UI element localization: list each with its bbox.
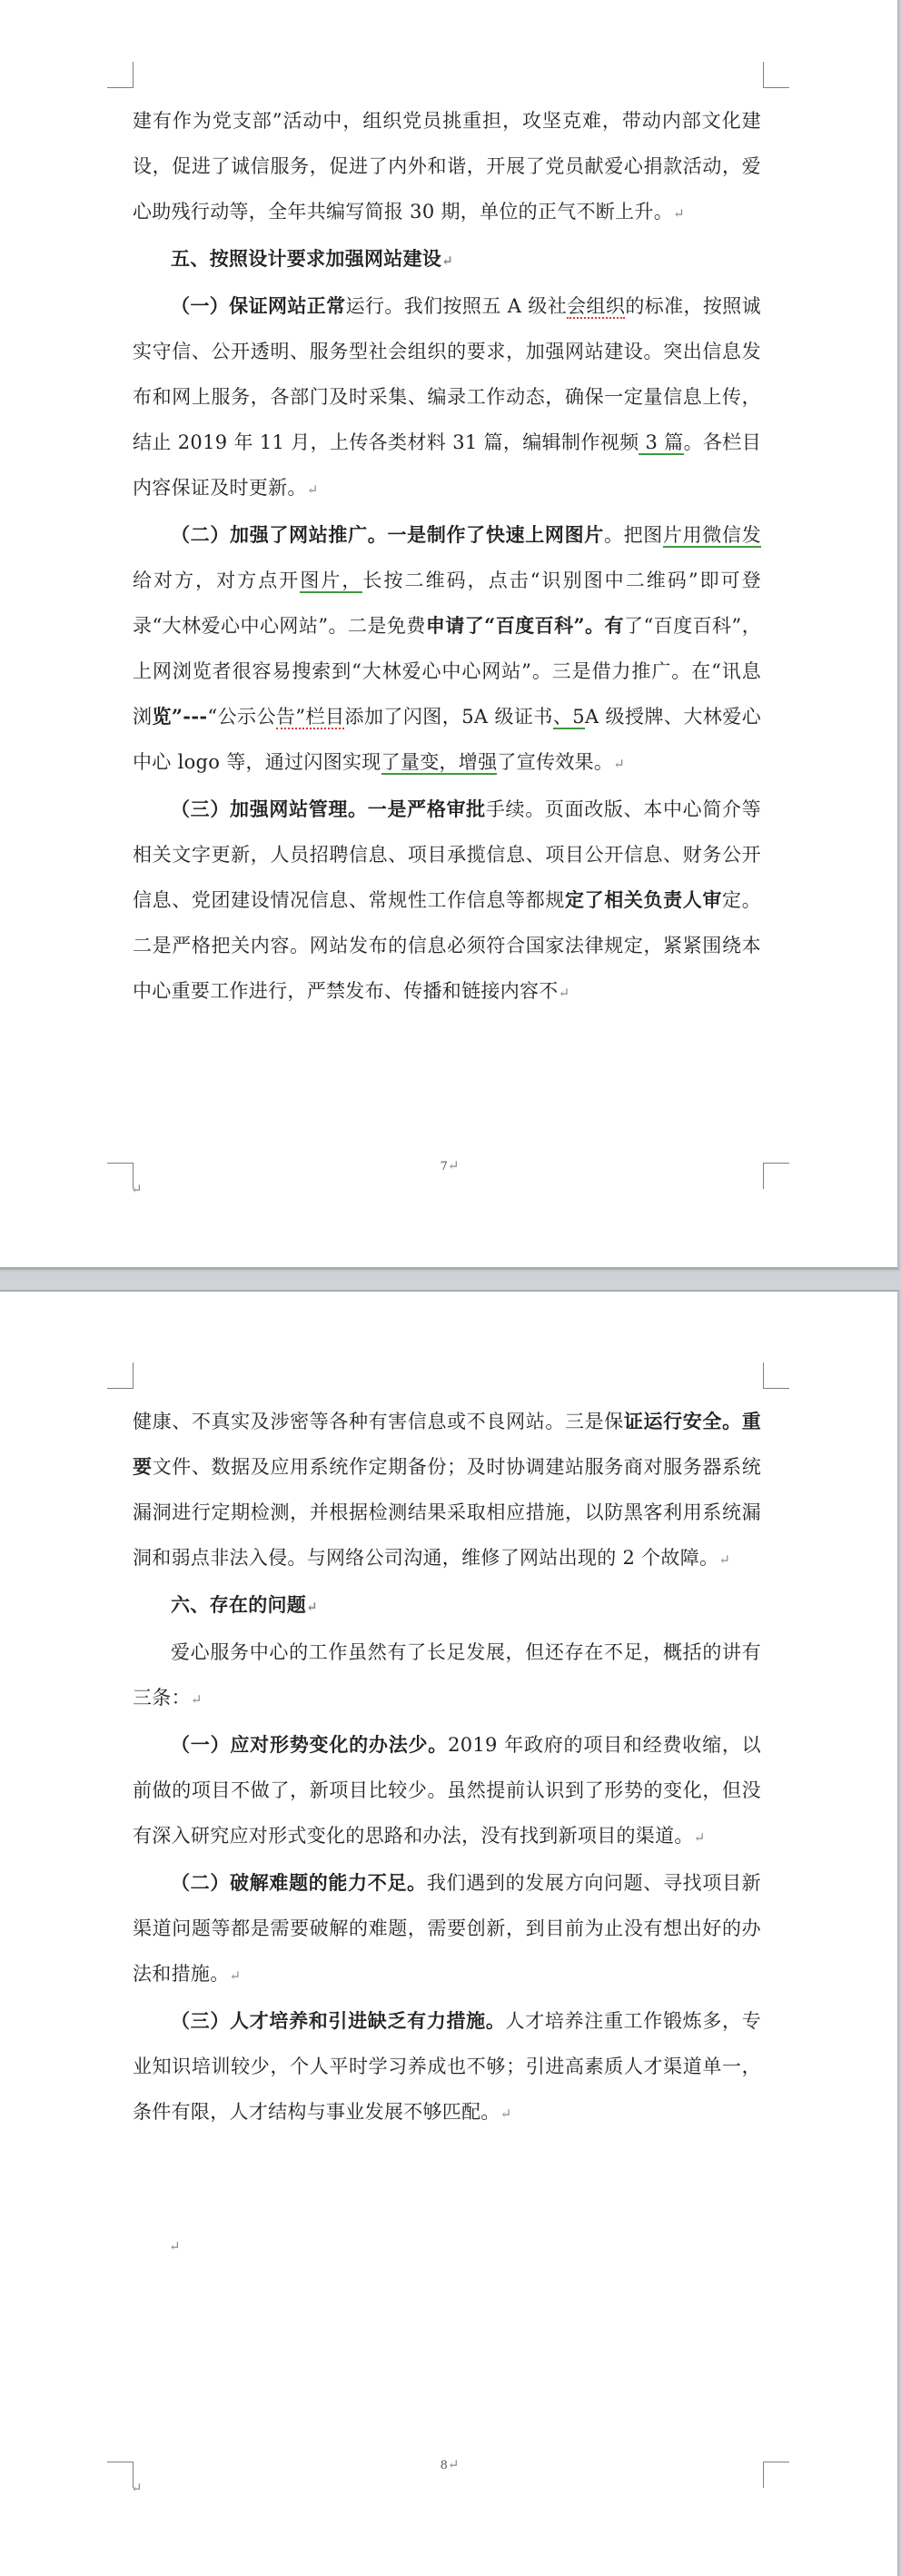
text-run: （一）应对形势变化的办法少。 (171, 1733, 449, 1756)
text-run: 2019 年政府的项目和经费收缩，以前做的项目不做了，新项目比较少。虽然提前认识到了形势的变化，但没有深入研究应对形式变化的思路和办法，没有找到新项目的渠道。 (133, 1734, 761, 1847)
text-run: 爱心服务中心的工作虽然有了长足发展，但还存在不足，概括的讲有三条： (133, 1641, 761, 1709)
text-run: 建有作为党支部”活动中，组织党员挑重担，攻坚克难，带动内部文化建设，促进了诚信服务，促进了内外和谐，开展了党员献爱心捐款活动，爱心助残行动等，全年共编写简报 30 期，单位的正气不断上升。 (133, 110, 761, 223)
text-run: 我们遇到的发展方向问题、寻找项目新渠道问题等都是需要破解的难题，需要创新，到目前为止没有想出好的办法和措施。 (133, 1872, 761, 1985)
paragraph (133, 1722, 761, 1860)
margin-corner-bottom-right (763, 2462, 789, 2488)
paragraph-mark: ↵ (718, 1551, 731, 1568)
paragraph (133, 1399, 761, 1582)
text-run: 告”栏目 (275, 706, 345, 728)
text-run: 定了相关负责人审 (564, 888, 723, 911)
text-run: 。各栏目内容保证及时更新。 (133, 431, 761, 499)
text-run: 添加了闪图，5A 级证书 (344, 706, 553, 728)
paragraph-mark: ↵ (558, 985, 570, 1001)
text-run: 会组织 (567, 295, 626, 317)
paragraph-mark: ↵ (441, 253, 454, 269)
page-2-body (133, 1399, 761, 2136)
paragraph (133, 1630, 761, 1722)
page-number-text: 7 (440, 1160, 448, 1174)
text-run: 定。二是严格把关内容。网站发布的信息必须符合国家法律规定，紧紧围绕本中心重要工作进行，严禁发布、传播和链接内容不 (133, 889, 761, 1002)
text-run: 3 篇 (639, 431, 684, 453)
text-run: A 级授牌、大林爱心中心 logo 等，通过闪图实现 (133, 706, 762, 773)
margin-corner-top-left (107, 62, 134, 88)
section-heading (133, 236, 761, 283)
text-run: 、5 (552, 706, 585, 728)
paragraph (133, 283, 761, 512)
paragraph-mark: ↵ (693, 1829, 706, 1846)
paragraph-mark: ↵ (447, 1157, 460, 1174)
paragraph-mark: ↵ (229, 1967, 242, 1984)
paragraph (133, 512, 761, 787)
paragraph (133, 787, 761, 1016)
text-run: 长按二维码，点击“识别图中二维码”即可登录“大林爱心中心网站”。二是免费 (133, 570, 761, 637)
paragraph-mark: ↵ (131, 1181, 143, 1197)
text-run: 了“百度百科”，上网浏览者很容易搜索到“大林爱心中心网站”。三是借力推广。在“讯息浏 (133, 615, 761, 728)
paragraph-mark: ↵ (447, 2456, 460, 2472)
paragraph-mark: ↵ (131, 2480, 143, 2496)
text-run: 健康、不真实及涉密等各种有害信息或不良网站。三是保 (133, 1411, 624, 1432)
paragraph-mark: ↵ (673, 205, 685, 222)
page-1-body (133, 98, 761, 1016)
section-heading (133, 1582, 761, 1630)
text-run: 了宣传效果。 (497, 751, 614, 773)
text-run: “公示公 (207, 706, 276, 728)
text-run: 手续。页面改版、本中心简介等相关文字更新，人员招聘信息、项目承揽信息、项目公开信息、财务公开信息、党团建设情况信息、常规性工作信息等都规 (133, 798, 761, 911)
text-run: 的标准，按照诚实守信、公开透明、服务型社会组织的要求，加强网站建设。突出信息发布和网上服务，各部门及时采集、编录工作动态，确保一定量信息上传，结止 2019 年 11 月，上传各类材料 31 篇，编辑制作视频 (133, 295, 761, 453)
text-run: 申请了“百度百科”。有 (425, 614, 625, 637)
margin-corner-top-right (763, 1362, 789, 1389)
text-run: 图片， (300, 570, 363, 591)
paragraph-mark: ↵ (306, 1599, 318, 1615)
paragraph (133, 98, 761, 236)
text-run: 六、存在的问题 (171, 1593, 307, 1616)
text-run: （三）人才培养和引进缺乏有力措施。 (171, 2009, 506, 2032)
text-run: 证运行安全。重要 (133, 1410, 762, 1478)
text-run: 文件、数据及应用系统作定期备份；及时协调建站服务商对服务器系统漏洞进行定期检测，并根据检测结果采取相应措施，以防黑客利用系统漏洞和弱点非法入侵。与网络公司沟通，维修了网站出现的 2 个故障。 (133, 1456, 761, 1569)
page-gap (0, 1273, 901, 1290)
text-run: 五、按照设计要求加强网站建设 (171, 247, 442, 270)
paragraph-mark: ↵ (613, 756, 626, 772)
paragraph-mark: ↵ (500, 2105, 512, 2122)
text-run: 了量变，增强 (381, 751, 498, 773)
paragraph (133, 1998, 761, 2136)
paragraph-mark: ↵ (306, 481, 319, 498)
margin-corner-bottom-left (107, 1163, 134, 1189)
text-run: 运行。我们按照五 A 级社 (345, 295, 568, 317)
text-run: （二）破解难题的能力不足。 (171, 1871, 427, 1894)
margin-corner-bottom-left (107, 2462, 134, 2488)
text-run: 给对方，对方点开 (133, 570, 301, 591)
text-run: （二）加强了网站推广。一是制作了快速上网图片 (171, 523, 604, 546)
margin-corner-bottom-right (763, 1163, 789, 1189)
text-run: （三）加强网站管理。一是严格审批 (171, 798, 486, 820)
document-page-1 (0, 0, 899, 1270)
text-run: 。把图 (603, 524, 663, 546)
text-run: 片用微信发 (662, 524, 761, 546)
page-number-text: 8 (440, 2459, 448, 2472)
text-run: 人才培养注重工作锻炼多，专业知识培训较少，个人平时学习养成也不够；引进高素质人才渠道单一，条件有限，人才结构与事业发展不够匹配。 (133, 2010, 761, 2123)
margin-corner-top-right (763, 62, 789, 88)
text-run: 览”--- (152, 705, 208, 728)
text-run: （一）保证网站正常 (171, 294, 346, 317)
paragraph-mark: ↵ (190, 1691, 203, 1708)
paragraph-mark: ↵ (169, 2238, 181, 2254)
document-page-2 (0, 1290, 899, 2576)
margin-corner-top-left (107, 1362, 134, 1389)
paragraph (133, 1860, 761, 1998)
